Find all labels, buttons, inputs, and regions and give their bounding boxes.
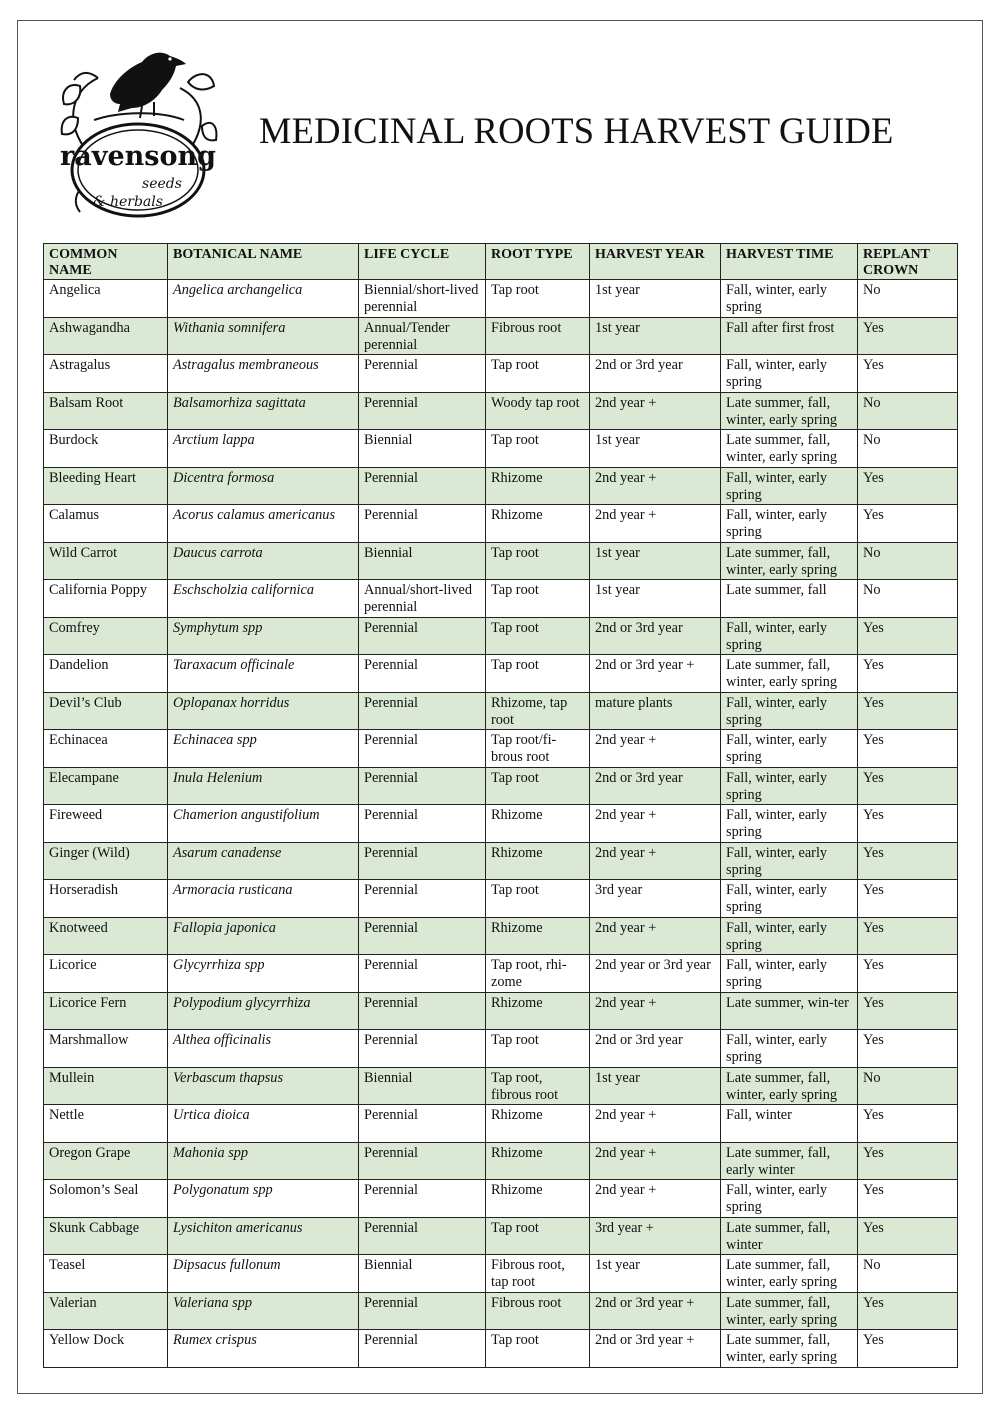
col-header-harvest-year: HARVEST YEAR xyxy=(590,244,721,280)
table-row xyxy=(44,880,958,918)
cell-replant-crown: No xyxy=(858,580,958,618)
cell-botanical-name: Rumex crispus xyxy=(168,1330,359,1368)
cell-harvest-time: Fall, winter, early spring xyxy=(721,280,858,318)
cell-harvest-year: 2nd or 3rd year xyxy=(590,767,721,805)
table-row xyxy=(44,842,958,880)
cell-harvest-time: Fall, winter, early spring xyxy=(721,505,858,543)
cell-botanical-name: Armoracia rusticana xyxy=(168,880,359,918)
cell-common-name: Mullein xyxy=(44,1067,168,1105)
cell-common-name: Oregon Grape xyxy=(44,1142,168,1180)
cell-botanical-name: Balsamorhiza sagittata xyxy=(168,392,359,430)
cell-botanical-name: Oplopanax horridus xyxy=(168,692,359,730)
cell-root-type: Tap root xyxy=(486,880,590,918)
cell-harvest-time: Late summer, fall, winter, early spring xyxy=(721,655,858,693)
cell-common-name: Nettle xyxy=(44,1105,168,1143)
table-row xyxy=(44,1292,958,1330)
cell-life-cycle: Perennial xyxy=(359,392,486,430)
cell-replant-crown: No xyxy=(858,430,958,468)
cell-life-cycle: Perennial xyxy=(359,1180,486,1218)
cell-harvest-time: Late summer, fall, winter, early spring xyxy=(721,430,858,468)
cell-harvest-year: 2nd year + xyxy=(590,1105,721,1143)
cell-life-cycle: Perennial xyxy=(359,767,486,805)
cell-harvest-time: Fall, winter xyxy=(721,1105,858,1143)
cell-harvest-year: 2nd year + xyxy=(590,730,721,768)
cell-harvest-time: Fall, winter, early spring xyxy=(721,692,858,730)
cell-root-type: Fibrous root xyxy=(486,317,590,355)
cell-botanical-name: Eschscholzia californica xyxy=(168,580,359,618)
cell-harvest-time: Late summer, fall, winter, early spring xyxy=(721,1067,858,1105)
cell-life-cycle: Perennial xyxy=(359,880,486,918)
leaf-right-lower-icon xyxy=(202,123,216,141)
logo-wordmark: ravensong xyxy=(60,141,216,172)
cell-harvest-year: 2nd year or 3rd year xyxy=(590,955,721,993)
cell-harvest-year: 2nd or 3rd year xyxy=(590,617,721,655)
table-row xyxy=(44,1030,958,1068)
logo-herbals: & herbals xyxy=(93,194,163,210)
cell-botanical-name: Fallopia japonica xyxy=(168,917,359,955)
cell-common-name: Knotweed xyxy=(44,917,168,955)
cell-common-name: Horseradish xyxy=(44,880,168,918)
cell-life-cycle: Perennial xyxy=(359,617,486,655)
cell-harvest-year: 3rd year + xyxy=(590,1217,721,1255)
cell-replant-crown: Yes xyxy=(858,992,958,1030)
cell-common-name: Skunk Cabbage xyxy=(44,1217,168,1255)
cell-harvest-time: Fall, winter, early spring xyxy=(721,917,858,955)
table-row xyxy=(44,467,958,505)
table-row xyxy=(44,430,958,468)
cell-botanical-name: Taraxacum officinale xyxy=(168,655,359,693)
cell-replant-crown: No xyxy=(858,1067,958,1105)
cell-life-cycle: Annual/short-lived perennial xyxy=(359,580,486,618)
raven-icon xyxy=(110,53,186,112)
table-row xyxy=(44,1255,958,1293)
cell-root-type: Rhizome xyxy=(486,1105,590,1143)
cell-life-cycle: Perennial xyxy=(359,655,486,693)
cell-harvest-year: 2nd year + xyxy=(590,917,721,955)
cell-harvest-year: 2nd or 3rd year xyxy=(590,1030,721,1068)
cell-harvest-time: Fall, winter, early spring xyxy=(721,880,858,918)
cell-root-type: Tap root xyxy=(486,767,590,805)
cell-root-type: Rhizome xyxy=(486,805,590,843)
cell-root-type: Rhizome xyxy=(486,917,590,955)
harvest-guide-table xyxy=(43,243,958,1368)
cell-common-name: Comfrey xyxy=(44,617,168,655)
cell-botanical-name: Angelica archangelica xyxy=(168,280,359,318)
cell-replant-crown: Yes xyxy=(858,1142,958,1180)
cell-life-cycle: Perennial xyxy=(359,1142,486,1180)
cell-root-type: Tap root xyxy=(486,1330,590,1368)
col-header-replant-crown: REPLANT CROWN xyxy=(858,244,958,280)
cell-harvest-year: 2nd year + xyxy=(590,1142,721,1180)
table-row xyxy=(44,805,958,843)
cell-root-type: Tap root xyxy=(486,655,590,693)
cell-harvest-time: Late summer, win-ter xyxy=(721,992,858,1030)
cell-root-type: Tap root xyxy=(486,1217,590,1255)
cell-life-cycle: Perennial xyxy=(359,1030,486,1068)
cell-harvest-time: Late summer, fall, winter, early spring xyxy=(721,1292,858,1330)
cell-harvest-year: 1st year xyxy=(590,280,721,318)
cell-harvest-year: 2nd year + xyxy=(590,992,721,1030)
table-row xyxy=(44,1105,958,1143)
cell-root-type: Tap root xyxy=(486,355,590,393)
table-row xyxy=(44,542,958,580)
table-row xyxy=(44,917,958,955)
cell-harvest-time: Fall, winter, early spring xyxy=(721,1030,858,1068)
cell-replant-crown: Yes xyxy=(858,505,958,543)
cell-botanical-name: Astragalus membraneous xyxy=(168,355,359,393)
col-header-life-cycle: LIFE CYCLE xyxy=(359,244,486,280)
cell-botanical-name: Daucus carrota xyxy=(168,542,359,580)
cell-replant-crown: No xyxy=(858,1255,958,1293)
cell-life-cycle: Perennial xyxy=(359,1292,486,1330)
cell-replant-crown: Yes xyxy=(858,1292,958,1330)
cell-botanical-name: Symphytum spp xyxy=(168,617,359,655)
cell-botanical-name: Lysichiton americanus xyxy=(168,1217,359,1255)
cell-replant-crown: Yes xyxy=(858,955,958,993)
cell-common-name: Angelica xyxy=(44,280,168,318)
cell-harvest-year: 2nd year + xyxy=(590,467,721,505)
table-body xyxy=(44,280,958,1368)
cell-replant-crown: Yes xyxy=(858,880,958,918)
cell-common-name: Balsam Root xyxy=(44,392,168,430)
table-row xyxy=(44,280,958,318)
cell-life-cycle: Perennial xyxy=(359,955,486,993)
cell-botanical-name: Inula Helenium xyxy=(168,767,359,805)
table-row xyxy=(44,1067,958,1105)
col-header-harvest-time: HARVEST TIME xyxy=(721,244,858,280)
cell-harvest-year: 2nd or 3rd year + xyxy=(590,655,721,693)
cell-root-type: Tap root xyxy=(486,280,590,318)
cell-harvest-time: Fall, winter, early spring xyxy=(721,617,858,655)
table-row xyxy=(44,617,958,655)
cell-botanical-name: Polypodium glycyrrhiza xyxy=(168,992,359,1030)
cell-common-name: Burdock xyxy=(44,430,168,468)
cell-harvest-time: Fall, winter, early spring xyxy=(721,355,858,393)
cell-harvest-time: Fall, winter, early spring xyxy=(721,1180,858,1218)
cell-replant-crown: Yes xyxy=(858,805,958,843)
cell-harvest-year: 1st year xyxy=(590,1255,721,1293)
table-row xyxy=(44,317,958,355)
cell-replant-crown: No xyxy=(858,392,958,430)
cell-life-cycle: Perennial xyxy=(359,505,486,543)
cell-root-type: Tap root xyxy=(486,580,590,618)
cell-replant-crown: Yes xyxy=(858,355,958,393)
cell-replant-crown: Yes xyxy=(858,655,958,693)
cell-harvest-time: Late summer, fall, early winter xyxy=(721,1142,858,1180)
table-row xyxy=(44,992,958,1030)
cell-common-name: Solomon’s Seal xyxy=(44,1180,168,1218)
table-header-row xyxy=(44,244,958,280)
cell-harvest-time: Late summer, fall, winter, early spring xyxy=(721,1330,858,1368)
table-row xyxy=(44,1180,958,1218)
cell-life-cycle: Biennial xyxy=(359,1255,486,1293)
logo-seeds: seeds xyxy=(142,176,182,192)
cell-root-type: Rhizome xyxy=(486,992,590,1030)
cell-root-type: Rhizome xyxy=(486,1142,590,1180)
cell-common-name: Bleeding Heart xyxy=(44,467,168,505)
cell-life-cycle: Perennial xyxy=(359,1330,486,1368)
table-row xyxy=(44,580,958,618)
cell-replant-crown: No xyxy=(858,280,958,318)
page-title: MEDICINAL ROOTS HARVEST GUIDE xyxy=(259,110,894,151)
cell-life-cycle: Perennial xyxy=(359,1217,486,1255)
cell-common-name: Astragalus xyxy=(44,355,168,393)
cell-root-type: Rhizome xyxy=(486,842,590,880)
cell-common-name: Licorice xyxy=(44,955,168,993)
leaf-left-icon xyxy=(63,85,80,104)
cell-replant-crown: Yes xyxy=(858,730,958,768)
cell-common-name: Devil’s Club xyxy=(44,692,168,730)
cell-root-type: Rhizome xyxy=(486,505,590,543)
cell-harvest-year: 2nd year + xyxy=(590,842,721,880)
cell-common-name: California Poppy xyxy=(44,580,168,618)
cell-botanical-name: Dipsacus fullonum xyxy=(168,1255,359,1293)
cell-botanical-name: Urtica dioica xyxy=(168,1105,359,1143)
cell-replant-crown: Yes xyxy=(858,1030,958,1068)
cell-harvest-year: 1st year xyxy=(590,430,721,468)
cell-harvest-year: 1st year xyxy=(590,542,721,580)
cell-replant-crown: Yes xyxy=(858,617,958,655)
cell-root-type: Tap root, rhi-zome xyxy=(486,955,590,993)
table-row xyxy=(44,955,958,993)
table-row xyxy=(44,655,958,693)
col-header-botanical-name: BOTANICAL NAME xyxy=(168,244,359,280)
cell-harvest-year: 2nd or 3rd year + xyxy=(590,1330,721,1368)
cell-botanical-name: Withania somnifera xyxy=(168,317,359,355)
leaf-right-icon xyxy=(188,74,214,89)
cell-harvest-year: 2nd year + xyxy=(590,805,721,843)
cell-life-cycle: Biennial xyxy=(359,542,486,580)
cell-life-cycle: Perennial xyxy=(359,805,486,843)
cell-common-name: Elecampane xyxy=(44,767,168,805)
table-row xyxy=(44,692,958,730)
cell-harvest-time: Fall, winter, early spring xyxy=(721,730,858,768)
cell-harvest-year: 2nd year + xyxy=(590,505,721,543)
cell-harvest-year: 2nd or 3rd year + xyxy=(590,1292,721,1330)
cell-harvest-time: Late summer, fall, winter xyxy=(721,1217,858,1255)
cell-harvest-time: Fall, winter, early spring xyxy=(721,467,858,505)
cell-life-cycle: Biennial xyxy=(359,1067,486,1105)
cell-replant-crown: Yes xyxy=(858,767,958,805)
cell-common-name: Valerian xyxy=(44,1292,168,1330)
cell-botanical-name: Glycyrrhiza spp xyxy=(168,955,359,993)
cell-common-name: Teasel xyxy=(44,1255,168,1293)
cell-common-name: Calamus xyxy=(44,505,168,543)
table-row xyxy=(44,1330,958,1368)
cell-harvest-year: 1st year xyxy=(590,580,721,618)
cell-replant-crown: Yes xyxy=(858,842,958,880)
cell-replant-crown: Yes xyxy=(858,467,958,505)
cell-life-cycle: Perennial xyxy=(359,1105,486,1143)
cell-harvest-year: 1st year xyxy=(590,1067,721,1105)
cell-common-name: Licorice Fern xyxy=(44,992,168,1030)
cell-root-type: Fibrous root, tap root xyxy=(486,1255,590,1293)
cell-replant-crown: No xyxy=(858,542,958,580)
cell-botanical-name: Mahonia spp xyxy=(168,1142,359,1180)
cell-root-type: Rhizome xyxy=(486,1180,590,1218)
cell-harvest-year: 2nd year + xyxy=(590,392,721,430)
ravensong-logo xyxy=(58,42,218,224)
cell-harvest-year: 2nd year + xyxy=(590,1180,721,1218)
cell-common-name: Echinacea xyxy=(44,730,168,768)
cell-life-cycle: Perennial xyxy=(359,467,486,505)
cell-harvest-time: Late summer, fall xyxy=(721,580,858,618)
table-row xyxy=(44,505,958,543)
cell-replant-crown: Yes xyxy=(858,692,958,730)
cell-harvest-time: Fall, winter, early spring xyxy=(721,805,858,843)
table-row xyxy=(44,1142,958,1180)
table-row xyxy=(44,730,958,768)
cell-harvest-year: 2nd or 3rd year xyxy=(590,355,721,393)
cell-harvest-year: 1st year xyxy=(590,317,721,355)
cell-botanical-name: Verbascum thapsus xyxy=(168,1067,359,1105)
table-row xyxy=(44,767,958,805)
cell-root-type: Tap root, fibrous root xyxy=(486,1067,590,1105)
cell-replant-crown: Yes xyxy=(858,317,958,355)
cell-harvest-time: Fall after first frost xyxy=(721,317,858,355)
cell-botanical-name: Echinacea spp xyxy=(168,730,359,768)
cell-common-name: Yellow Dock xyxy=(44,1330,168,1368)
cell-harvest-time: Fall, winter, early spring xyxy=(721,955,858,993)
cell-life-cycle: Perennial xyxy=(359,692,486,730)
cell-replant-crown: Yes xyxy=(858,1217,958,1255)
cell-root-type: Tap root xyxy=(486,542,590,580)
col-header-common-name: COMMON NAME xyxy=(44,244,168,280)
cell-botanical-name: Asarum canadense xyxy=(168,842,359,880)
cell-botanical-name: Arctium lappa xyxy=(168,430,359,468)
cell-harvest-year: 3rd year xyxy=(590,880,721,918)
col-header-root-type: ROOT TYPE xyxy=(486,244,590,280)
cell-botanical-name: Chamerion angustifolium xyxy=(168,805,359,843)
cell-root-type: Tap root/fi-brous root xyxy=(486,730,590,768)
cell-common-name: Dandelion xyxy=(44,655,168,693)
cell-botanical-name: Dicentra formosa xyxy=(168,467,359,505)
cell-common-name: Fireweed xyxy=(44,805,168,843)
cell-harvest-time: Late summer, fall, winter, early spring xyxy=(721,392,858,430)
cell-botanical-name: Polygonatum spp xyxy=(168,1180,359,1218)
cell-root-type: Fibrous root xyxy=(486,1292,590,1330)
cell-common-name: Ginger (Wild) xyxy=(44,842,168,880)
cell-common-name: Ashwagandha xyxy=(44,317,168,355)
cell-botanical-name: Valeriana spp xyxy=(168,1292,359,1330)
cell-life-cycle: Perennial xyxy=(359,992,486,1030)
cell-life-cycle: Perennial xyxy=(359,842,486,880)
cell-botanical-name: Acorus calamus americanus xyxy=(168,505,359,543)
table-row xyxy=(44,392,958,430)
cell-harvest-time: Fall, winter, early spring xyxy=(721,842,858,880)
cell-root-type: Woody tap root xyxy=(486,392,590,430)
cell-harvest-time: Late summer, fall, winter, early spring xyxy=(721,542,858,580)
cell-root-type: Tap root xyxy=(486,430,590,468)
cell-common-name: Marshmallow xyxy=(44,1030,168,1068)
cell-root-type: Tap root xyxy=(486,1030,590,1068)
cell-life-cycle: Biennial/short-lived perennial xyxy=(359,280,486,318)
cell-replant-crown: Yes xyxy=(858,1105,958,1143)
table-row xyxy=(44,355,958,393)
cell-replant-crown: Yes xyxy=(858,1330,958,1368)
cell-life-cycle: Perennial xyxy=(359,355,486,393)
cell-life-cycle: Perennial xyxy=(359,730,486,768)
table-row xyxy=(44,1217,958,1255)
cell-harvest-time: Fall, winter, early spring xyxy=(721,767,858,805)
cell-harvest-year: mature plants xyxy=(590,692,721,730)
cell-life-cycle: Biennial xyxy=(359,430,486,468)
cell-botanical-name: Althea officinalis xyxy=(168,1030,359,1068)
cell-root-type: Rhizome, tap root xyxy=(486,692,590,730)
cell-root-type: Tap root xyxy=(486,617,590,655)
cell-harvest-time: Late summer, fall, winter, early spring xyxy=(721,1255,858,1293)
cell-root-type: Rhizome xyxy=(486,467,590,505)
cell-common-name: Wild Carrot xyxy=(44,542,168,580)
cell-life-cycle: Perennial xyxy=(359,917,486,955)
cell-life-cycle: Annual/Tender perennial xyxy=(359,317,486,355)
cell-replant-crown: Yes xyxy=(858,917,958,955)
cell-replant-crown: Yes xyxy=(858,1180,958,1218)
